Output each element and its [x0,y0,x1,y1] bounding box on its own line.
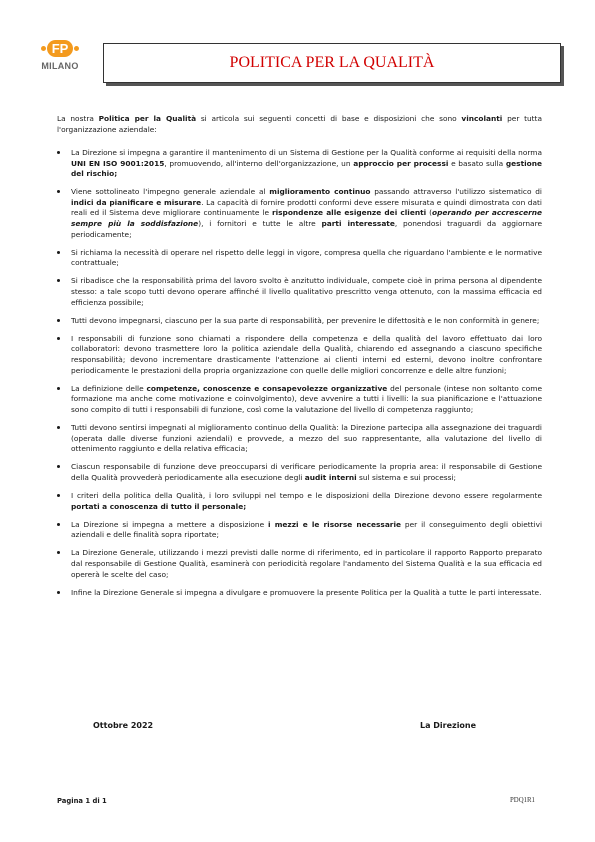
bullet-text-run: I responsabili di funzione sono chiamati a rispondere della competenza e della qualità del lavoro effettuato dai loro collaboratori: devono trasmettere loro la politica aziendale della Qualità, chiarendo ed assegnando a ciascuno specifiche responsabilità; devono incrementare drasticamente l'attenzione ai clienti interni ed esterni, devono inoltre confrontare periodicamente le prestazioni della propria organizzazione con quelle delle migliori concorrenze e delle altre funzioni; [71,333,542,375]
logo-dot-left [41,46,46,51]
logo-dot-right [74,46,79,51]
policy-bullet [57,316,542,327]
intro-paragraph [57,113,542,135]
policy-bullet [57,491,542,512]
bullet-text-run: UNI EN ISO 9001:2015 [71,158,165,168]
bullet-text-run: del personale (intese non soltanto come formazione ma anche come motivazione e coinvolgimento), deve avvenire a tutti i livelli: la sua pianificazione e l'attuazione sono compito di tutti i responsabili di funzione, così come la valutazione del livello di competenza raggiunto; [71,383,542,414]
logo-mark [34,40,86,57]
bullet-dot-icon [57,551,60,554]
bullet-text-run: Si richiama la necessità di operare nel rispetto delle leggi in vigore, compresa quella che riguardano l'ambiente e le normative contrattuale; [71,247,542,268]
policy-bullet [57,334,542,376]
bullet-text-run: parti interessate [321,219,395,229]
bullet-text-run: I criteri della politica della Qualità, i loro sviluppi nel tempo e le disposizioni della Direzione devono essere regolarmente [71,490,542,500]
bullet-text-run: per il conseguimento degli obiettivi aziendali e delle finalità sopra riportate; [71,519,543,540]
bullet-text-run: operando per accrescerne sempre più la soddisfazione [71,208,543,229]
bullet-text-run: i mezzi e le risorse necessarie [268,519,402,529]
bullet-dot-icon [57,337,60,340]
bullet-text-run: passando attraverso l'utilizzo sistematico di [370,187,542,197]
bullet-dot-icon [57,319,60,322]
bullet-text-run: . La capacità di fornire prodotti conformi deve essere misurata e quindi dimostrata con dati reali ed il Sistema deve migliorare continuamente le [71,197,542,218]
bullet-text-run: Viene sottolineato l'impegno generale aziendale al [71,187,270,197]
bullet-dot-icon [57,591,60,594]
logo-brand: FP [47,40,74,57]
bullet-dot-icon [57,426,60,429]
intro-run: si articola sui seguenti concetti di base e disposizioni che sono [196,114,462,123]
bullet-text-run: La definizione delle [71,383,147,393]
bullet-text-run: miglioramento continuo [269,187,371,197]
bullet-text-run: ), i fornitori e tutte le altre [198,219,322,229]
bullet-text-run: La Direzione si impegna a garantire il mantenimento di un Sistema di Gestione per la Qualità conforme ai requisiti della norma [71,148,542,157]
intro-run: vincolanti [461,114,503,123]
title-box [103,43,561,83]
bullet-text-run: ( [426,208,433,218]
bullet-text-run: gestione del rischio; [71,158,542,179]
document-title: POLITICA PER LA QUALITÀ [229,54,435,71]
company-logo [34,40,86,88]
bullet-text-run: Si ribadisce che la responsabilità prima del lavoro svolto è anzitutto individuale, compete cioè in prima persona al dipendente stesso: a tale scopo tutti devono operare affinché il livello qualitativo prescritto venga ottenuto, con la massima efficacia ed efficienza possibile; [71,276,542,307]
bullet-dot-icon [57,387,60,390]
policy-bullet [57,276,542,308]
policy-bullet [57,248,542,269]
policy-bullet [57,148,542,180]
bullet-dot-icon [57,465,60,468]
bullet-dot-icon [57,151,60,154]
bullet-text-run: competenze, conoscenze e consapevolezze organizzative [146,383,388,393]
policy-bullet [57,520,542,541]
bullet-text-run: rispondenze alle esigenze dei clienti [271,208,427,218]
bullet-text-run: Infine la Direzione Generale si impegna a divulgare e promuovere la presente Politica per la Qualità a tutte le parti interessate. [71,587,542,597]
bullet-text-run: e basato sulla [448,158,506,168]
bullet-dot-icon [57,190,60,193]
bullet-text-run: Ciascun responsabile di funzione deve preoccuparsi di verificare periodicamente la propria area: il responsabile di Gestione della Qualità provvederà periodicamente alla esecuzione degli [71,462,542,482]
bullet-text-run: Tutti devono sentirsi impegnati al miglioramento continuo della Qualità: la Direzione partecipa alla assegnazione dei traguardi (operata dalle diverse funzioni aziendali) e provvede, a mezzo del suo rappresentante, alla valutazione del livello di ottenimento raggiunto e della relativa efficacia; [71,422,542,454]
signature-name: La Direzione [420,721,477,730]
bullet-dot-icon [57,494,60,497]
bullet-text-run: sul sistema e sui processi; [356,472,457,482]
policy-bullet [57,548,542,580]
bullet-dot-icon [57,523,60,526]
policy-bullet-list [57,148,542,606]
bullet-text-run: audit interni [304,472,357,482]
bullet-text-run: La Direzione si impegna a mettere a disposizione [71,519,269,529]
bullet-dot-icon [57,279,60,282]
policy-bullet [57,423,542,455]
bullet-text-run: La Direzione Generale, utilizzando i mezzi previsti dalle norme di riferimento, ed in particolare il rapporto Rapporto preparato dal responsabile di Gestione Qualità, esaminerà con periodicità regolare l'andamento del Sistema Qualità e la sua efficacia ed opererà le scelte del caso; [71,548,542,579]
bullet-dot-icon [57,251,60,254]
bullet-text-run: , ponendosi traguardi da aggiornare periodicamente; [71,219,543,239]
signature-date: Ottobre 2022 [93,721,154,730]
intro-run: per tutta l'organizzazione aziendale: [57,114,542,134]
policy-bullet [57,384,542,416]
page-number: Pagina 1 di 1 [57,797,107,805]
intro-run: La nostra [57,114,99,123]
bullet-text-run: indici da pianificare e misurare [71,197,202,207]
logo-city: MILANO [41,61,79,71]
policy-bullet [57,588,542,599]
bullet-text-run: Tutti devono impegnarsi, ciascuno per la sua parte di responsabilità, per prevenire le difettosità e le non conformità in genere; [71,315,540,325]
bullet-text-run: approccio per processi [353,158,449,168]
bullet-text-run: , promuovendo, all'interno dell'organizzazione, un [164,158,354,168]
policy-bullet [57,462,542,483]
policy-bullet [57,187,542,240]
document-code: PDQ1R1 [510,797,535,804]
intro-run: Politica per la Qualità [98,114,197,123]
bullet-text-run: portati a conoscenza di tutto il personale; [71,501,247,511]
